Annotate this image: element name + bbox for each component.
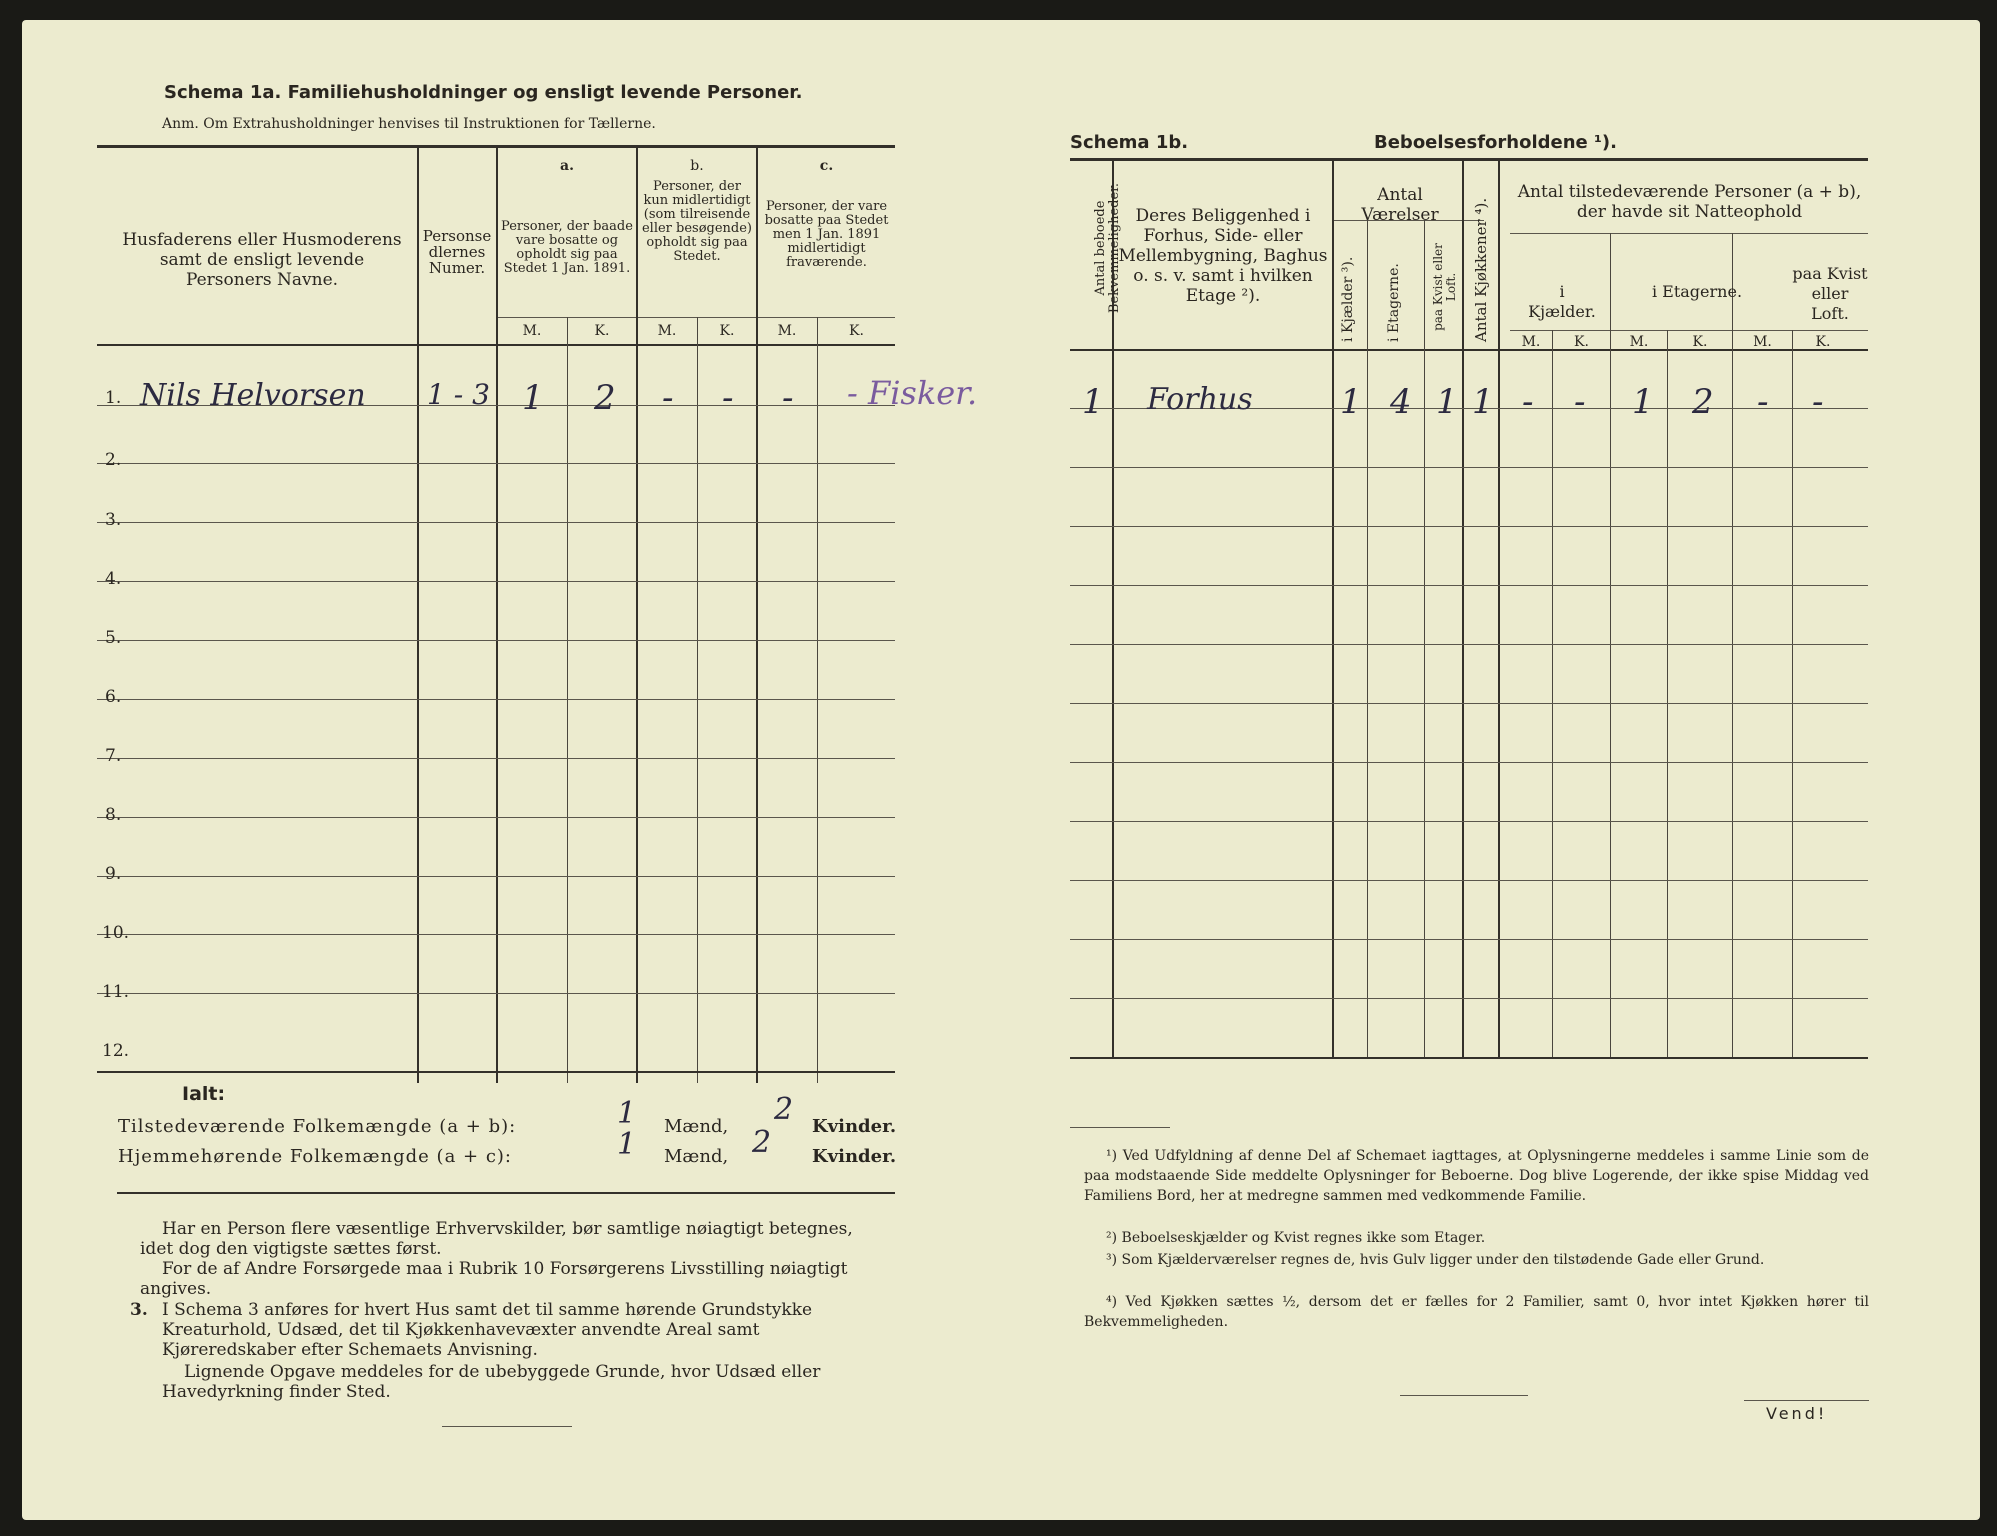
row-line: [97, 758, 895, 759]
header-antal-vaerelser: Antal Værelser: [1361, 185, 1439, 225]
row-line: [97, 876, 895, 877]
rentry-kj-k: -: [1574, 382, 1586, 422]
rvline-et-end: [1732, 233, 1733, 1059]
vend-rule: [1744, 1400, 1869, 1401]
header-c-text: Personer, der vare bosatte paa Stedet men 1 Jan. 1891 midlertidigt fraværende.: [764, 199, 889, 270]
header-a-text: Personer, der baade vare bosatte og opholdt sig paa Stedet 1 Jan. 1891.: [501, 219, 633, 276]
vline-b: [756, 148, 758, 1083]
c-k-label: K.: [849, 323, 864, 339]
rentry-kj-m: -: [1522, 382, 1534, 422]
row-number: 3.: [105, 510, 122, 530]
row-number: 6.: [105, 687, 122, 707]
rvline-beliggenhed: [1332, 161, 1334, 1059]
census-sheet: [22, 20, 1980, 1520]
total-resident-women: 2: [752, 1125, 772, 1160]
header-kvist-persons: paa Kvist eller Loft.: [1792, 264, 1868, 323]
instruction-2: For de af Andre Forsørgede maa i Rubrik 10 Forsørgerens Livsstilling nøiagtigt angives.: [140, 1259, 848, 1299]
header-paa-kvist: paa Kvist eller Loft.: [1431, 243, 1458, 331]
total-present-maend: Mænd,: [664, 1116, 729, 1137]
rentry-kv-k: -: [1812, 382, 1824, 422]
entry-a-m: 1: [522, 378, 544, 418]
row-number: 2.: [105, 450, 122, 470]
row-line: [97, 699, 895, 700]
header-antal-kjokkener: Antal Kjøkkener ⁴).: [1472, 197, 1490, 342]
rrow-line: [1070, 821, 1868, 822]
header-a-letter: a.: [560, 158, 574, 174]
entry-c-m: -: [782, 378, 794, 418]
total-resident-maend: Mænd,: [664, 1146, 729, 1167]
rentry-kv-m: -: [1757, 382, 1769, 422]
header-beliggenhed: Deres Beliggenhed i Forhus, Side- eller Mellembygning, Baghus o. s. v. samt i hvilken Etage ²).: [1118, 206, 1328, 306]
rentry-kvist: 1: [1436, 382, 1458, 422]
rrow-line: [1070, 880, 1868, 881]
header-etagerne-persons: i Etagerne.: [1651, 282, 1743, 301]
vline-names: [417, 148, 419, 1083]
kj-k-label: K.: [1574, 334, 1589, 350]
rvline-kjaelder: [1367, 220, 1368, 1059]
header-c-letter: c.: [819, 158, 834, 174]
footnote-2: ²) Beboelseskjælder og Kvist regnes ikke som Etager.: [1106, 1230, 1486, 1246]
header-antal-beboede: Antal beboede Bekvemmeligheder.: [1093, 182, 1122, 314]
rrow-line: [1070, 644, 1868, 645]
rentry-etagerne: 4: [1390, 382, 1412, 422]
rvline-kj-mk: [1552, 330, 1553, 1059]
rvline-kvist: [1462, 161, 1464, 1059]
entry-a-k: 2: [594, 378, 616, 418]
kj-m-label: M.: [1521, 334, 1541, 350]
total-present-kvinder: Kvinder.: [812, 1116, 897, 1137]
rentry-kjaelder: 1: [1340, 382, 1362, 422]
instruction-4: Lignende Opgave meddeles for de ubebyggede Grunde, hvor Udsæd eller Havedyrkning finder Sted.: [162, 1362, 821, 1402]
entry-b-m: -: [662, 378, 674, 418]
a-m-label: M.: [522, 323, 542, 339]
rentry-antal: 1: [1082, 382, 1104, 422]
kv-m-label: M.: [1753, 334, 1772, 350]
total-resident-kvinder: Kvinder.: [812, 1146, 897, 1167]
row-number: 11.: [102, 982, 130, 1002]
entry-occupation-note: - Fisker.: [847, 374, 978, 412]
total-present-label: Tilstedeværende Folkemængde (a + b):: [118, 1116, 517, 1137]
vend-label: Vend!: [1766, 1404, 1828, 1423]
row-line: [97, 817, 895, 818]
vline-a: [636, 148, 638, 1083]
rvline-kj-end: [1610, 233, 1611, 1059]
total-resident-label: Hjemmehørende Folkemængde (a + c):: [118, 1146, 512, 1167]
row-line: [97, 522, 895, 523]
footnote-1: ¹) Ved Udfyldning af denne Del af Schemaet iagttages, at Oplysningerne meddeles i samme Linie som de paa modstaaende Side meddelte Oplysninger for Beboerne. Dog blive Logerende, der ikke spise Middag ved Familiens Bord, her at medregne sammen med vedkommende Familie.: [1084, 1148, 1869, 1204]
entry-b-k: -: [722, 378, 734, 418]
right-table-bottom-rule: [1070, 1057, 1868, 1059]
rrow-line: [1070, 526, 1868, 527]
header-names: Husfaderens eller Husmoderens samt de ensligt levende Personers Navne.: [122, 230, 402, 290]
header-b-text: Personer, der kun midlertidigt (som tilreisende eller besøgende) opholdt sig paa Stedet.: [641, 179, 753, 264]
instruction-3: I Schema 3 anføres for hvert Hus samt det til samme hørende Grundstykke Kreaturhold, Udsæd, det til Kjøkkenhavevæxter anvendte Areal samt Kjøreredskaber efter Schemaets Anvisning.: [162, 1300, 813, 1360]
rrow-line: [1070, 998, 1868, 999]
a-k-label: K.: [594, 323, 610, 339]
totals-bottom-rule: [117, 1192, 895, 1194]
b-k-label: K.: [719, 323, 735, 339]
entry-number: 1 - 3: [427, 378, 490, 411]
rentry-kjokkener: 1: [1472, 382, 1494, 422]
instruction-1: Har en Person flere væsentlige Erhvervskilder, bør samtlige nøiagtigt betegnes, idet dog den vigtigste sættes først.: [140, 1219, 853, 1259]
total-resident-men: 1: [617, 1127, 637, 1162]
rvline-kv-mk: [1792, 330, 1793, 1059]
et-m-label: M.: [1629, 334, 1649, 350]
total-present-men: 1: [617, 1096, 637, 1131]
footnotes-end-rule: [1400, 1395, 1528, 1396]
left-table-bottom-rule: [97, 1071, 895, 1073]
header-i-kjaelder: i Kjælder ³).: [1340, 256, 1356, 342]
header-i-etagerne: i Etagerne.: [1386, 263, 1402, 342]
instructions-end-rule: [442, 1426, 572, 1427]
left-mk-rule: [497, 317, 895, 318]
rentry-et-k: 2: [1692, 382, 1714, 422]
vline-b-mk: [697, 317, 698, 1083]
right-table-top-rule: [1070, 158, 1868, 161]
footnote-4: ⁴) Ved Kjøkken sættes ½, dersom det er fælles for 2 Familier, samt 0, hvor intet Kjøkken hører til Bekvemmeligheden.: [1084, 1294, 1869, 1330]
anm-note: Anm. Om Extrahusholdninger henvises til Instruktionen for Tællerne.: [162, 116, 656, 132]
row-line: [97, 463, 895, 464]
header-kjaelder-persons: i Kjælder.: [1528, 282, 1596, 321]
row-line: [97, 581, 895, 582]
schema-1b-subtitle: Beboelsesforholdene ¹).: [1374, 132, 1617, 153]
b-m-label: M.: [657, 323, 677, 339]
instruction-3-number: 3.: [130, 1300, 148, 1320]
et-k-label: K.: [1692, 334, 1708, 350]
rrow-line: [1070, 703, 1868, 704]
total-present-women: 2: [774, 1092, 794, 1127]
rentry-et-m: 1: [1632, 382, 1654, 422]
footnote-rule: [1070, 1127, 1170, 1128]
vline-c-mk: [817, 317, 818, 1083]
header-number: Personsedlernes Numer.: [422, 227, 492, 277]
rrow-line: [1070, 467, 1868, 468]
rrow-line: [1070, 585, 1868, 586]
row-line: [97, 934, 895, 935]
rrow-line: [1070, 939, 1868, 940]
vline-number: [496, 148, 498, 1083]
ialt-label: Ialt:: [182, 1083, 226, 1105]
persons-sub-rule: [1510, 233, 1868, 234]
row-number: 12.: [102, 1041, 130, 1061]
rvline-et-mk: [1667, 330, 1668, 1059]
rvline-kjokkener: [1498, 161, 1500, 1059]
row-number: 1.: [105, 388, 122, 408]
header-antal-tilst: Antal tilstedeværende Personer (a + b), der havde sit Natteophold: [1517, 182, 1862, 222]
rvline-etagerne: [1424, 220, 1425, 1059]
row-number: 4.: [105, 569, 122, 589]
row-number: 5.: [105, 628, 122, 648]
vline-a-mk: [567, 317, 568, 1083]
rentry-beliggenhed: Forhus: [1147, 382, 1253, 417]
row-number: 10.: [102, 923, 130, 943]
row-number: 9.: [105, 864, 122, 884]
entry-name: Nils Helvorsen: [140, 378, 366, 413]
row-line: [97, 640, 895, 641]
rrow-line: [1070, 762, 1868, 763]
schema-1b-title: Schema 1b.: [1070, 132, 1189, 153]
header-b-letter: b.: [690, 158, 704, 174]
row-number: 7.: [105, 746, 122, 766]
footnote-3: ³) Som Kjælderværelser regnes de, hvis Gulv ligger under den tilstødende Gade eller Grund.: [1106, 1252, 1765, 1268]
row-line: [97, 993, 895, 994]
row-number: 8.: [105, 805, 122, 825]
persons-mk-rule: [1510, 330, 1868, 331]
kv-k-label: K.: [1815, 334, 1831, 350]
c-m-label: M.: [777, 323, 797, 339]
schema-1a-title: Schema 1a. Familiehusholdninger og ensligt levende Personer.: [164, 82, 803, 103]
